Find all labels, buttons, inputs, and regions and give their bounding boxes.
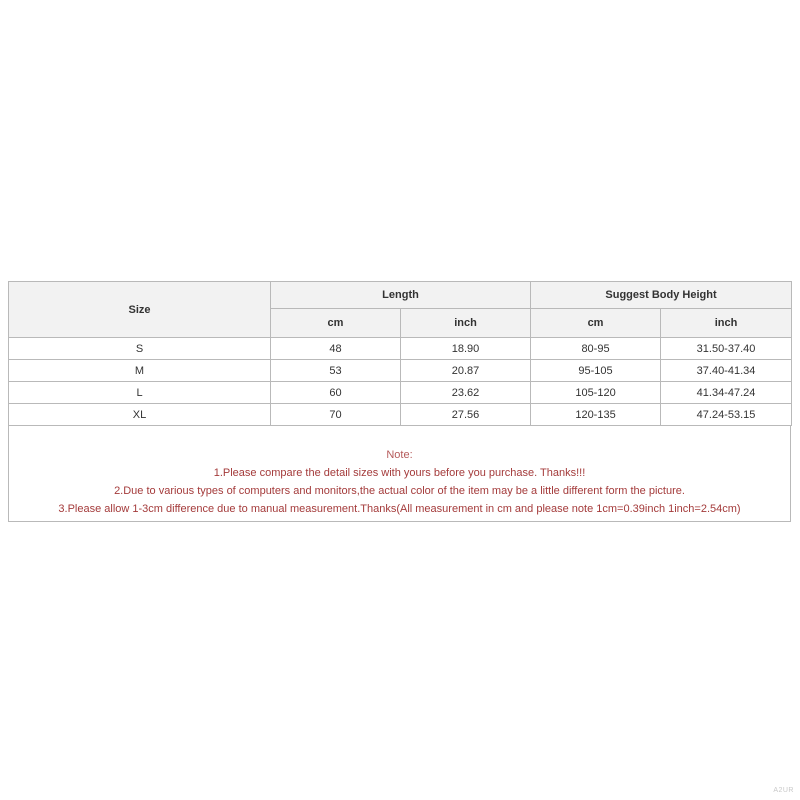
height-cm-header: cm: [531, 309, 661, 338]
watermark: A2UR: [773, 787, 794, 794]
length-header: Length: [271, 282, 531, 309]
length-inch-cell: 27.56: [401, 404, 531, 426]
height-inch-cell: 31.50-37.40: [661, 338, 792, 360]
height-cm-cell: 80-95: [531, 338, 661, 360]
height-cm-cell: 95-105: [531, 360, 661, 382]
header-row: [9, 282, 792, 309]
size-cell: M: [9, 360, 271, 382]
note-line-3: 3.Please allow 1-3cm difference due to manual measurement.Thanks(All measurement in cm and please note 1cm=0.39inch 1inch=2.54cm): [58, 503, 741, 515]
height-inch-cell: 47.24-53.15: [661, 404, 792, 426]
table-row: [9, 360, 792, 382]
size-table: [8, 281, 792, 426]
length-inch-cell: 18.90: [401, 338, 531, 360]
size-cell: XL: [9, 404, 271, 426]
size-cell: S: [9, 338, 271, 360]
height-inch-cell: 41.34-47.24: [661, 382, 792, 404]
length-cm-header: cm: [271, 309, 401, 338]
note-line-2: 2.Due to various types of computers and monitors,the actual color of the item may be a little different form the picture.: [114, 485, 685, 497]
note-title: Note:: [386, 449, 413, 461]
height-inch-header: inch: [661, 309, 792, 338]
size-chart: [8, 281, 791, 522]
length-inch-header: inch: [401, 309, 531, 338]
table-row: [9, 382, 792, 404]
body-height-header: Suggest Body Height: [531, 282, 792, 309]
table-row: [9, 338, 792, 360]
table-row: [9, 404, 792, 426]
size-cell: L: [9, 382, 271, 404]
height-inch-cell: 37.40-41.34: [661, 360, 792, 382]
length-cm-cell: 53: [271, 360, 401, 382]
height-cm-cell: 105-120: [531, 382, 661, 404]
note-line-1: 1.Please compare the detail sizes with yours before you purchase. Thanks!!!: [213, 467, 586, 479]
length-inch-cell: 20.87: [401, 360, 531, 382]
length-cm-cell: 60: [271, 382, 401, 404]
size-header: Size: [9, 282, 271, 338]
length-cm-cell: 48: [271, 338, 401, 360]
height-cm-cell: 120-135: [531, 404, 661, 426]
notes-box: [8, 426, 791, 522]
length-cm-cell: 70: [271, 404, 401, 426]
length-inch-cell: 23.62: [401, 382, 531, 404]
